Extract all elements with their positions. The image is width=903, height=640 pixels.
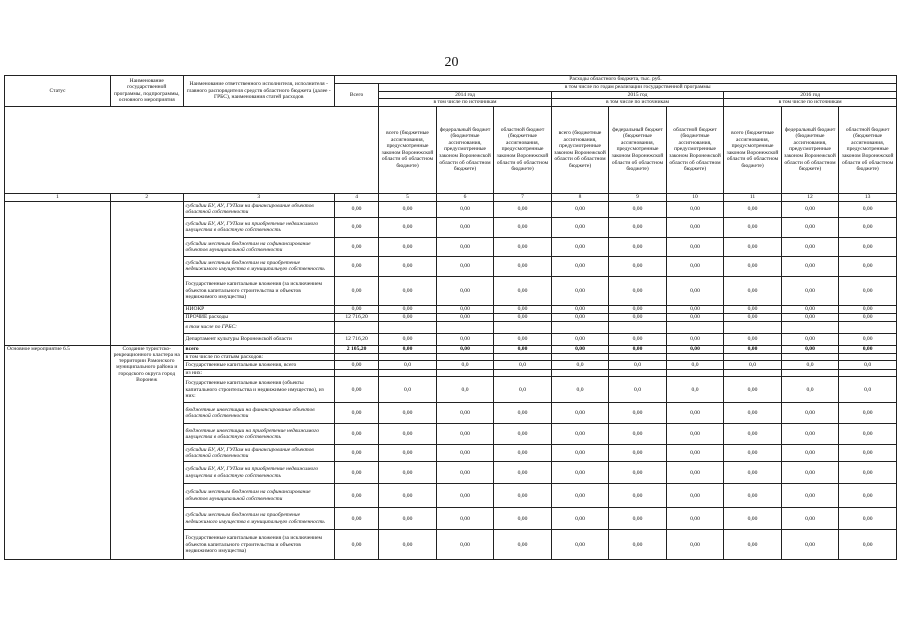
- header-col-all: всего (бюджетные ассигнования, предусмотренные законом Воронежской области об областном бюджете): [551, 106, 609, 193]
- value-cell: 0,00: [839, 462, 897, 484]
- header-expenses-title: Расходы областного бюджета, тыс. руб.: [334, 76, 896, 84]
- value-cell: 0,00: [609, 276, 667, 305]
- value-cell: 0,00: [724, 508, 782, 530]
- empty-value-cell: [724, 353, 782, 360]
- value-cell: 0,00: [379, 237, 437, 256]
- column-number: 4: [334, 193, 378, 201]
- value-cell: 0,00: [494, 217, 552, 237]
- value-cell: 0,00: [494, 530, 552, 560]
- header-status: Статус: [5, 76, 111, 107]
- total-label: всего: [183, 345, 334, 353]
- expense-article: бюджетные инвестиции на приобретение недвижимого имущества в областную собственность: [183, 424, 334, 445]
- value-cell: 0,00: [436, 217, 494, 237]
- value-cell: 0,00: [551, 445, 609, 462]
- value-cell: 0,00: [334, 484, 378, 508]
- value-cell: 0,00: [724, 530, 782, 560]
- page-number: 20: [444, 55, 459, 70]
- value-cell: 0,00: [551, 530, 609, 560]
- value-cell: 0,00: [436, 256, 494, 276]
- value-cell: 0,0: [379, 377, 437, 403]
- value-cell: 0,00: [724, 462, 782, 484]
- value-cell: 0,00: [781, 424, 839, 445]
- value-cell: 0,00: [379, 333, 437, 345]
- expense-article: Государственные капитальные вложения (за исключением объектов капитального строительства и объектов недвижимого имущества): [183, 276, 334, 305]
- value-cell: 0,0: [609, 360, 667, 369]
- value-cell: 0,00: [724, 256, 782, 276]
- value-cell: 0,00: [436, 333, 494, 345]
- empty-value-cell: [334, 353, 378, 360]
- value-cell: 0,00: [436, 313, 494, 321]
- value-cell: 0,00: [334, 217, 378, 237]
- value-cell: 0,0: [839, 377, 897, 403]
- empty-value-cell: [436, 321, 494, 333]
- empty-value-cell: [334, 321, 378, 333]
- value-cell: 0,00: [724, 484, 782, 508]
- value-cell: 0,00: [609, 333, 667, 345]
- empty-value-cell: [334, 369, 378, 376]
- empty-value-cell: [494, 321, 552, 333]
- value-cell: 0,00: [334, 445, 378, 462]
- value-cell: 0,00: [334, 201, 378, 217]
- value-cell: 0,00: [839, 403, 897, 424]
- value-cell: 0,00: [334, 276, 378, 305]
- expense-article: субсидии БУ, АУ, ГУПам на финансирование объектов областной собственности: [183, 445, 334, 462]
- empty-value-cell: [379, 353, 437, 360]
- value-cell: 0,00: [724, 237, 782, 256]
- header-by-sources: в том числе по источникам: [724, 99, 897, 107]
- column-number: 3: [183, 193, 334, 201]
- column-number: 2: [110, 193, 183, 201]
- value-cell: 0,00: [839, 256, 897, 276]
- empty-value-cell: [781, 369, 839, 376]
- value-cell: 0,00: [724, 217, 782, 237]
- value-cell: 12 716,20: [334, 313, 378, 321]
- value-cell: 0,00: [494, 276, 552, 305]
- empty-value-cell: [609, 321, 667, 333]
- header-col-regional: областной бюджет (бюджетные ассигнования, предусмотренные законом Воронежской области об областном бюджете): [494, 106, 552, 193]
- value-cell: 0,00: [666, 276, 724, 305]
- value-cell: 0,00: [436, 424, 494, 445]
- value-cell: 0,00: [551, 424, 609, 445]
- value-cell: 0,00: [781, 217, 839, 237]
- grbs-label: в том числе по ГРБС:: [183, 321, 334, 333]
- value-cell: 0,00: [551, 345, 609, 353]
- column-number: 8: [551, 193, 609, 201]
- column-number: 1: [5, 193, 111, 201]
- value-cell: 0,00: [379, 403, 437, 424]
- value-cell: 0,0: [436, 377, 494, 403]
- value-cell: 0,00: [839, 333, 897, 345]
- empty-value-cell: [666, 369, 724, 376]
- value-cell: 0,00: [334, 256, 378, 276]
- expense-article: Государственные капитальные вложения (объекты капитального строительства и недвижимое имущество), из них:: [183, 377, 334, 403]
- empty-value-cell: [839, 321, 897, 333]
- empty-value-cell: [436, 369, 494, 376]
- value-cell: 0,00: [379, 445, 437, 462]
- value-cell: 0,00: [436, 201, 494, 217]
- value-cell: 0,00: [781, 305, 839, 313]
- value-cell: 0,00: [724, 377, 782, 403]
- value-cell: 0,00: [334, 305, 378, 313]
- value-cell: 0,00: [379, 484, 437, 508]
- column-number: 7: [494, 193, 552, 201]
- value-cell: 0,00: [379, 276, 437, 305]
- value-cell: 0,00: [494, 403, 552, 424]
- value-cell: 0,00: [551, 484, 609, 508]
- value-cell: 0,0: [494, 377, 552, 403]
- value-cell: 0,00: [609, 345, 667, 353]
- value-cell: 0,00: [724, 333, 782, 345]
- value-cell: 0,00: [781, 530, 839, 560]
- value-cell: 0,00: [666, 333, 724, 345]
- status-cell: [5, 201, 111, 345]
- value-cell: 0,00: [551, 201, 609, 217]
- empty-value-cell: [609, 369, 667, 376]
- header-executor: Наименование ответственного исполнителя, исполнителя - главного распорядителя средств областного бюджета (далее - ГРБС), наименования статей расходов: [183, 76, 334, 107]
- empty-value-cell: [724, 321, 782, 333]
- value-cell: 0,00: [334, 508, 378, 530]
- value-cell: 0,00: [551, 237, 609, 256]
- value-cell: 0,00: [494, 313, 552, 321]
- value-cell: 0,00: [494, 345, 552, 353]
- value-cell: 0,00: [666, 313, 724, 321]
- value-cell: 0,00: [551, 403, 609, 424]
- table-header: [5, 76, 897, 194]
- value-cell: 0,00: [551, 305, 609, 313]
- value-cell: 0,00: [379, 508, 437, 530]
- value-cell: 0,00: [609, 201, 667, 217]
- value-cell: 2 105,20: [334, 345, 378, 353]
- value-cell: 0,00: [494, 462, 552, 484]
- value-cell: 0,00: [334, 403, 378, 424]
- empty-value-cell: [781, 321, 839, 333]
- value-cell: 0,00: [666, 424, 724, 445]
- value-cell: 0,00: [436, 237, 494, 256]
- value-cell: 0,00: [781, 276, 839, 305]
- value-cell: 0,00: [666, 484, 724, 508]
- value-cell: 0,0: [551, 360, 609, 369]
- value-cell: 0,00: [494, 201, 552, 217]
- expense-article: субсидии БУ, АУ, ГУПам на приобретение недвижимого имущества в областную собственность: [183, 462, 334, 484]
- empty-value-cell: [494, 369, 552, 376]
- value-cell: 0,0: [379, 360, 437, 369]
- value-cell: 0,00: [724, 313, 782, 321]
- value-cell: 0,00: [781, 445, 839, 462]
- table-row: [5, 201, 897, 217]
- header-year-2015: 2015 год: [551, 91, 724, 99]
- value-cell: 0,00: [666, 201, 724, 217]
- of-which-label: из них:: [183, 369, 334, 376]
- value-cell: 0,00: [839, 345, 897, 353]
- value-cell: 0,00: [839, 530, 897, 560]
- value-cell: 0,00: [494, 237, 552, 256]
- column-number: 9: [609, 193, 667, 201]
- value-cell: 0,00: [666, 530, 724, 560]
- column-number: 11: [724, 193, 782, 201]
- value-cell: 0,00: [781, 313, 839, 321]
- value-cell: 0,00: [334, 462, 378, 484]
- value-cell: 0,0: [781, 360, 839, 369]
- value-cell: 0,00: [609, 305, 667, 313]
- section-name: Создание туристско-рекреационного кластера на территории Рамонского муниципального района и городского округа город Воронеж: [110, 345, 183, 559]
- value-cell: 0,00: [379, 217, 437, 237]
- value-cell: 0,00: [436, 484, 494, 508]
- column-number-row: [5, 193, 897, 201]
- value-cell: 0,00: [609, 217, 667, 237]
- expense-article: субсидии БУ, АУ, ГУПам на финансирование объектов областной собственности: [183, 201, 334, 217]
- empty-value-cell: [551, 353, 609, 360]
- value-cell: 0,00: [666, 256, 724, 276]
- value-cell: 0,00: [666, 237, 724, 256]
- header-total: Всего: [334, 84, 378, 107]
- header-col-federal: федеральный бюджет (бюджетные ассигнования, предусмотренные законом Воронежской области об областном бюджете): [436, 106, 494, 193]
- value-cell: 0,00: [781, 403, 839, 424]
- header-col-regional: областной бюджет (бюджетные ассигнования, предусмотренные законом Воронежской области об областном бюджете): [666, 106, 724, 193]
- header-col-all: всего (бюджетные ассигнования, предусмотренные законом Воронежской области об областном бюджете): [379, 106, 437, 193]
- value-cell: 0,00: [334, 360, 378, 369]
- value-cell: 0,00: [379, 305, 437, 313]
- expense-article: субсидии местным бюджетам на приобретение недвижимого имущества в муниципальную собственность: [183, 256, 334, 276]
- value-cell: 0,00: [551, 508, 609, 530]
- value-cell: 0,00: [724, 276, 782, 305]
- value-cell: 0,00: [494, 333, 552, 345]
- value-cell: 0,00: [724, 403, 782, 424]
- value-cell: 0,00: [839, 484, 897, 508]
- header-year-2014: 2014 год: [379, 91, 552, 99]
- empty-value-cell: [379, 369, 437, 376]
- expense-article: субсидии местным бюджетам на приобретение недвижимого имущества в муниципальную собственность: [183, 508, 334, 530]
- value-cell: 0,0: [494, 360, 552, 369]
- value-cell: 0,00: [379, 462, 437, 484]
- value-cell: 0,00: [724, 445, 782, 462]
- value-cell: 0,00: [839, 313, 897, 321]
- value-cell: 0,00: [551, 333, 609, 345]
- value-cell: 0,0: [839, 360, 897, 369]
- expense-article: Государственные капитальные вложения, всего: [183, 360, 334, 369]
- column-number: 6: [436, 193, 494, 201]
- value-cell: 0,00: [436, 276, 494, 305]
- value-cell: 0,00: [781, 237, 839, 256]
- empty-value-cell: [551, 369, 609, 376]
- value-cell: 0,0: [666, 377, 724, 403]
- value-cell: 0,00: [494, 484, 552, 508]
- value-cell: 0,00: [551, 217, 609, 237]
- value-cell: 0,00: [551, 276, 609, 305]
- value-cell: 0,00: [379, 424, 437, 445]
- value-cell: 0,00: [334, 424, 378, 445]
- value-cell: 0,00: [379, 530, 437, 560]
- value-cell: 0,00: [436, 530, 494, 560]
- value-cell: 0,00: [436, 445, 494, 462]
- section-status: Основное мероприятие 6.5: [5, 345, 111, 559]
- value-cell: 0,00: [666, 403, 724, 424]
- value-cell: 0,00: [436, 305, 494, 313]
- value-cell: 0,00: [781, 345, 839, 353]
- expense-article: субсидии местным бюджетам на софинансирование объектов муниципальной собственности: [183, 484, 334, 508]
- value-cell: 0,00: [494, 256, 552, 276]
- expense-article: ПРОЧИЕ расходы: [183, 313, 334, 321]
- value-cell: 0,00: [609, 445, 667, 462]
- value-cell: 0,00: [839, 508, 897, 530]
- empty-value-cell: [724, 369, 782, 376]
- header-col-regional: областной бюджет (бюджетные ассигнования, предусмотренные законом Воронежской области об областном бюджете): [839, 106, 897, 193]
- value-cell: 0,00: [781, 333, 839, 345]
- value-cell: 0,00: [724, 345, 782, 353]
- value-cell: 0,00: [724, 424, 782, 445]
- value-cell: 0,00: [436, 345, 494, 353]
- value-cell: 0,00: [781, 484, 839, 508]
- value-cell: 0,00: [494, 305, 552, 313]
- value-cell: 0,00: [839, 237, 897, 256]
- value-cell: 0,00: [609, 424, 667, 445]
- value-cell: 0,00: [609, 403, 667, 424]
- by-articles-label: в том числе по статьям расходов:: [183, 353, 334, 360]
- value-cell: 0,0: [724, 360, 782, 369]
- expense-article: субсидии местным бюджетам на софинансирование объектов муниципальной собственности: [183, 237, 334, 256]
- value-cell: 0,00: [666, 462, 724, 484]
- value-cell: 0,00: [436, 462, 494, 484]
- header-col-all: всего (бюджетные ассигнования, предусмотренные законом Воронежской области об областном бюджете): [724, 106, 782, 193]
- value-cell: 0,0: [609, 377, 667, 403]
- program-name-cell: [110, 201, 183, 345]
- value-cell: 0,00: [379, 345, 437, 353]
- value-cell: 0,00: [724, 305, 782, 313]
- expense-article: субсидии БУ, АУ, ГУПам на приобретение недвижимого имущества в областную собственность: [183, 217, 334, 237]
- value-cell: 0,00: [666, 445, 724, 462]
- value-cell: 0,00: [609, 256, 667, 276]
- column-number: 5: [379, 193, 437, 201]
- value-cell: 0,00: [551, 462, 609, 484]
- table-body-continued: [5, 201, 897, 345]
- value-cell: 0,00: [781, 462, 839, 484]
- budget-table: [4, 75, 897, 560]
- value-cell: 0,00: [666, 345, 724, 353]
- value-cell: 0,00: [609, 313, 667, 321]
- value-cell: 0,00: [609, 237, 667, 256]
- value-cell: 0,00: [609, 462, 667, 484]
- empty-value-cell: [781, 353, 839, 360]
- value-cell: 0,00: [839, 201, 897, 217]
- expense-article: бюджетные инвестиции на финансирование объектов областной собственности: [183, 403, 334, 424]
- value-cell: 0,00: [334, 377, 378, 403]
- value-cell: 0,00: [334, 237, 378, 256]
- empty-value-cell: [436, 353, 494, 360]
- value-cell: 0,00: [609, 484, 667, 508]
- header-program-name: Наименование государственной программы, подпрограммы, основного мероприятия: [110, 76, 183, 107]
- value-cell: 0,00: [666, 508, 724, 530]
- value-cell: 0,00: [436, 403, 494, 424]
- value-cell: 0,00: [494, 508, 552, 530]
- header-by-sources: в том числе по источникам: [379, 99, 552, 107]
- table-body-section-6-5: [5, 345, 897, 559]
- value-cell: 0,00: [379, 313, 437, 321]
- value-cell: 0,00: [551, 256, 609, 276]
- value-cell: 0,00: [724, 201, 782, 217]
- value-cell: 0,00: [436, 508, 494, 530]
- table-row: [5, 345, 897, 353]
- header-by-sources: в том числе по источникам: [551, 99, 724, 107]
- value-cell: 0,00: [494, 445, 552, 462]
- column-number: 13: [839, 193, 897, 201]
- empty-value-cell: [839, 353, 897, 360]
- value-cell: 0,00: [781, 256, 839, 276]
- value-cell: 0,00: [666, 305, 724, 313]
- value-cell: 0,0: [666, 360, 724, 369]
- value-cell: 0,00: [551, 313, 609, 321]
- expense-article: Государственные капитальные вложения (за исключением объектов капитального строительства и объектов недвижимого имущества): [183, 530, 334, 560]
- empty-value-cell: [379, 321, 437, 333]
- empty-value-cell: [551, 321, 609, 333]
- value-cell: 0,00: [379, 256, 437, 276]
- value-cell: 0,00: [334, 530, 378, 560]
- header-by-years: в том числе по годам реализации государственной программы: [379, 84, 897, 92]
- value-cell: 0,00: [379, 201, 437, 217]
- column-number: 12: [781, 193, 839, 201]
- empty-value-cell: [494, 353, 552, 360]
- value-cell: 0,00: [494, 424, 552, 445]
- value-cell: 0,00: [666, 217, 724, 237]
- header-year-2016: 2016 год: [724, 91, 897, 99]
- value-cell: 0,00: [781, 508, 839, 530]
- value-cell: 0,00: [781, 201, 839, 217]
- value-cell: 12 716,20: [334, 333, 378, 345]
- value-cell: 0,0: [781, 377, 839, 403]
- value-cell: 0,00: [839, 217, 897, 237]
- header-col-federal: федеральный бюджет (бюджетные ассигнования, предусмотренные законом Воронежской области об областном бюджете): [781, 106, 839, 193]
- value-cell: 0,00: [839, 424, 897, 445]
- value-cell: 0,00: [609, 530, 667, 560]
- empty-value-cell: [666, 353, 724, 360]
- header-col-federal: федеральный бюджет (бюджетные ассигнования, предусмотренные законом Воронежской области об областном бюджете): [609, 106, 667, 193]
- value-cell: 0,00: [839, 276, 897, 305]
- empty-value-cell: [839, 369, 897, 376]
- value-cell: 0,00: [839, 305, 897, 313]
- value-cell: 0,00: [839, 445, 897, 462]
- empty-value-cell: [609, 353, 667, 360]
- value-cell: 0,0: [436, 360, 494, 369]
- department-name: Департамент культуры Воронежской области: [183, 333, 334, 345]
- value-cell: 0,0: [551, 377, 609, 403]
- empty-value-cell: [666, 321, 724, 333]
- expense-article: НИОКР: [183, 305, 334, 313]
- value-cell: 0,00: [609, 508, 667, 530]
- column-number: 10: [666, 193, 724, 201]
